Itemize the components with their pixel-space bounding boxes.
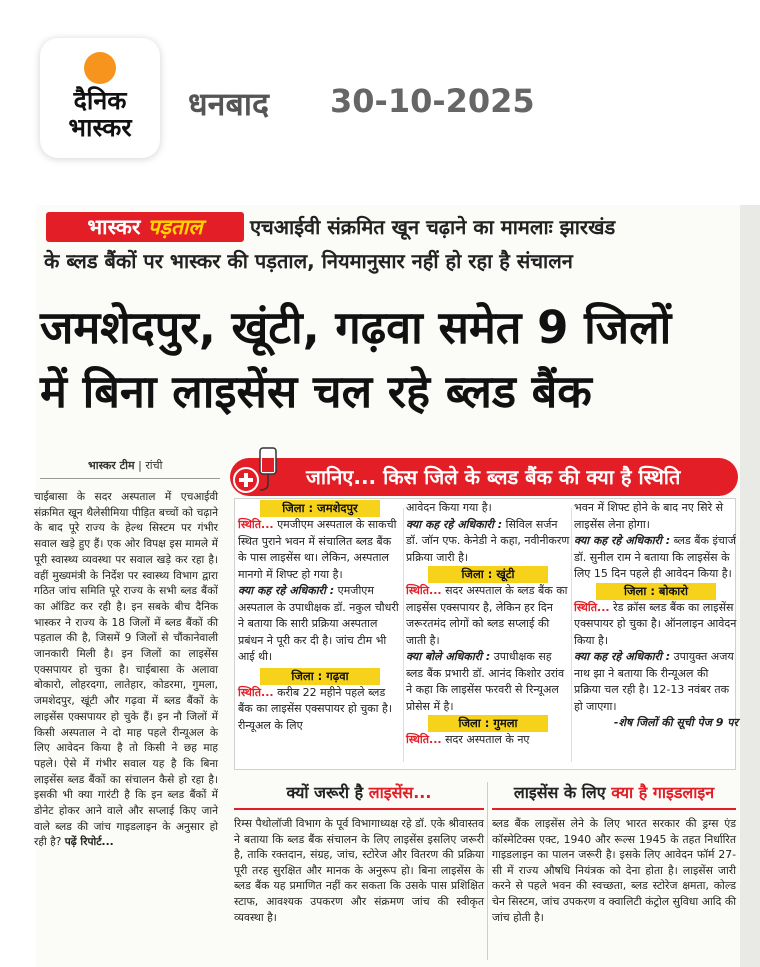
why-license-title — [234, 782, 484, 804]
byline: भास्कर टीम | रांची — [88, 459, 163, 472]
app-header — [0, 0, 760, 200]
title-underline — [234, 808, 484, 810]
official-label: क्या बोले अधिकारी : — [406, 650, 491, 663]
blood-bag-icon — [232, 440, 282, 496]
box-divider — [487, 782, 488, 960]
info-column-1 — [238, 500, 402, 734]
status-label: स्थिति... — [574, 600, 610, 614]
logo-text-line2: भास्कर — [68, 113, 132, 142]
district-label-gumla: जिला : गुमला — [428, 715, 548, 732]
edition-date: 30-10-2025 — [330, 82, 535, 120]
headline-line1: जमशेदपुर, खूंटी, गढ़वा समेत 9 जिलों — [40, 301, 672, 354]
status-text: सदर अस्पताल के ब्लड बैंक का लाइसेंस एक्सपायर है, लेकिन हर दिन जरूरतमंद लोगों को ब्लड सप्लाई की जाती है। — [406, 584, 568, 647]
sun-icon — [84, 52, 116, 84]
status-text: करीब 22 महीने पहले ब्लड बैंक का लाइसेंस एक्सपायर हो चुका है। रीन्यूअल के लिए — [238, 685, 392, 732]
headline-line2: में बिना लाइसेंस चल रहे ब्लड बैंक — [40, 365, 592, 418]
why-title-part1: क्यों जरूरी है — [286, 783, 364, 802]
bhaskar-padtal-tag — [46, 212, 244, 242]
column-divider — [571, 508, 572, 762]
status-text-cont: आवेदन किया गया है। — [406, 501, 492, 514]
status-text-cont: भवन में शिफ्ट होने के बाद नए सिरे से लाइसेंस लेना होगा। — [574, 501, 724, 531]
official-text: उपायुक्त अजय नाथ झा ने बताया कि रीन्यूअल की प्रक्रिया चल रही है। 12-13 नवंबर तक हो जाएगा। — [574, 650, 734, 713]
why-title-part2: लाइसेंस... — [368, 783, 432, 802]
official-label: क्या कह रहे अधिकारी : — [574, 650, 671, 663]
official-text: एमजीएम अस्पताल के उपाधीक्षक डॉ. नकुल चौधरी ने बताया कि सारी प्रक्रिया अस्पताल प्रबंधन ने पूरी कर दी है। जांच टीम भी आई थी। — [238, 584, 399, 663]
info-column-3 — [574, 500, 738, 732]
district-label-jamshedpur: जिला : जमशेदपुर — [260, 500, 380, 517]
info-column-2 — [406, 500, 570, 749]
tag-part1: भास्कर — [87, 215, 141, 239]
official-label: क्या कह रहे अधिकारी : — [406, 517, 503, 531]
status-label: स्थिति... — [238, 518, 274, 531]
status-text: सदर अस्पताल के नए — [445, 733, 530, 746]
guideline-box — [492, 782, 736, 962]
next-page-edge — [740, 205, 760, 967]
byline-city: रांची — [145, 459, 163, 472]
status-label: स्थिति... — [406, 733, 442, 746]
why-license-box — [234, 782, 484, 962]
logo-text-line1: दैनिक — [73, 86, 127, 115]
official-label: क्या कह रहे अधिकारी : — [574, 534, 671, 547]
district-label-khunti: जिला : खूंटी — [428, 566, 548, 583]
article-body — [34, 490, 218, 851]
official-label: क्या कह रहे अधिकारी : — [238, 584, 335, 597]
edition-city: धनबाद — [188, 85, 269, 123]
title-underline — [492, 808, 736, 810]
official-text: सिविल सर्जन डॉ. जॉन एफ. केनेडी ने कहा, नवीनीकरण प्रक्रिया जारी है। — [406, 517, 570, 564]
status-text: एमजीएम अस्पताल के साकची स्थित पुराने भवन में संचालित ब्लड बैंक के पास लाइसेंस था। लेकिन, अस्पताल मानगो में शिफ्ट हो गया है। — [238, 518, 397, 581]
district-label-bokaro: जिला : बोकारो — [596, 583, 716, 600]
guide-title-part1: लाइसेंस के लिए — [513, 783, 606, 802]
guideline-title — [492, 782, 736, 804]
info-banner-title: जानिए... किस जिले के ब्लड बैंक की क्या है स्थिति — [306, 465, 681, 489]
more-districts-note: -शेष जिलों की सूची पेज 9 पर — [613, 716, 738, 729]
why-license-text: रिम्स पैथोलॉजी विभाग के पूर्व विभागाध्यक्ष रहे डॉ. एके श्रीवास्तव ने बताया कि ब्लड बैंक संचालन के लिए लाइसेंस इसलिए जरूरी है, ताकि रक्तदान, संग्रह, जांच, स्टोरेज और वितरण की प्रक्रिया पूरी तरह सुरक्षित और मानक के अनुरूप हो। बिना लाइसेंस के ब्लड बैंक यह प्रमाणित नहीं कर सकता कि उसके पास प्रशिक्षित स्टाफ, आवश्यक उपकरण और संक्रमण जांच की स्वीकृत व्यवस्था है। — [234, 817, 484, 924]
subheadline-line2: के ब्लड बैंकों पर भास्कर की पड़ताल, नियमानुसार नहीं हो रहा है संचालन — [44, 249, 573, 273]
subheadline-line1: एचआईवी संक्रमित खून चढ़ाने का मामलाः झारखंड — [250, 215, 616, 239]
divider — [40, 478, 220, 479]
dainik-bhaskar-logo[interactable] — [40, 38, 160, 158]
column-divider — [403, 508, 404, 762]
status-text: रेड क्रॉस ब्लड बैंक का लाइसेंस एक्सपायर हो चुका है। ऑनलाइन आवेदन किया है। — [574, 600, 737, 647]
guideline-text: ब्लड बैंक लाइसेंस लेने के लिए भारत सरकार की ड्रग्स एंड कॉस्मेटिक्स एक्ट, 1940 और रूल्स 1945 के तहत निर्धारित गाइडलाइन का पालन जरूरी है। इसके लिए आवेदन फॉर्म 27-सी में राज्य औषधि नियंत्रक को देना होता है। लाइसेंस जारी करने से पहले भवन की स्वच्छता, ब्लड स्टोरेज क्षमता, कोल्ड चेन सिस्टम, जांच उपकरण व क्वालिटी कंट्रोल सुविधा आदि की जांच होती है। — [492, 817, 736, 924]
tag-part2: पड़ताल — [147, 215, 203, 239]
status-label: स्थिति... — [238, 685, 274, 699]
byline-team: भास्कर टीम — [88, 459, 135, 472]
article-text: चाईबासा के सदर अस्पताल में एचआईवी संक्रमित खून थैलेसीमिया पीड़ित बच्चों को चढ़ाने के बाद पूरे राज्य के हेल्थ सिस्टम पर गंभीर सवाल खड़े हुए हैं। एक ओर विपक्ष इस मामले में पूरी स्वास्थ्य व्यवस्था पर सवाल खड़े कर रहा है। वहीं मुख्यमंत्री के निर्देश पर स्वास्थ्य विभाग द्वारा गठित जांच समिति पूरे राज्य के सभी ब्लड बैंकों का ऑडिट कर रही है। इन सबके बीच दैनिक भास्कर ने राज्य के 18 जिलों में ब्लड बैंकों की पड़ताल की है, जिसमें 9 जिलों से चौंकानेवाली जानकारी मिली है। इन जिलों का लाइसेंस एक्सपायर हो चुका है। चाईबासा के अलावा बोकारो, लोहरदगा, लातेहार, कोडरमा, गुमला, जमशेदपुर, खूंटी और गढ़वा में ब्लड बैंकों के लाइसेंस एक्सपायर हो चुके हैं। इन नौ जिलों में किसी अस्पताल ने दो माह पहले रीन्यूअल के लिए आवेदन किया है तो किसी ने छह माह पहले। ऐसे में गंभीर सवाल यह है कि बिना लाइसेंस ब्लड बैंकों का संचालन कैसे हो रहा है। इसकी भी क्या गारंटी है कि इन ब्लड बैंकों में डोनेट होकर आने वाले और सप्लाई किए जाने वाले ब्लड की जांच गाइडलाइन के अनुसार हो रही है? — [34, 491, 218, 849]
read-more-text: पढ़ें रिपोर्ट... — [64, 836, 114, 849]
status-label: स्थिति... — [406, 584, 442, 597]
guide-title-part2: क्या है गाइडलाइन — [611, 783, 715, 802]
official-text: उपाधीक्षक सह ब्लड बैंक प्रभारी डॉ. आनंद किशोर उरांव ने कहा कि लाइसेंस फरवरी से रिन्यूअल प्रोसेस में है। — [406, 650, 565, 713]
official-text: ब्लड बैंक इंचार्ज डॉ. सुनील राम ने बताया कि लाइसेंस के लिए 15 दिन पहले ही आवेदन किया है। — [574, 534, 736, 580]
district-label-garhwa: जिला : गढ़वा — [260, 668, 380, 685]
